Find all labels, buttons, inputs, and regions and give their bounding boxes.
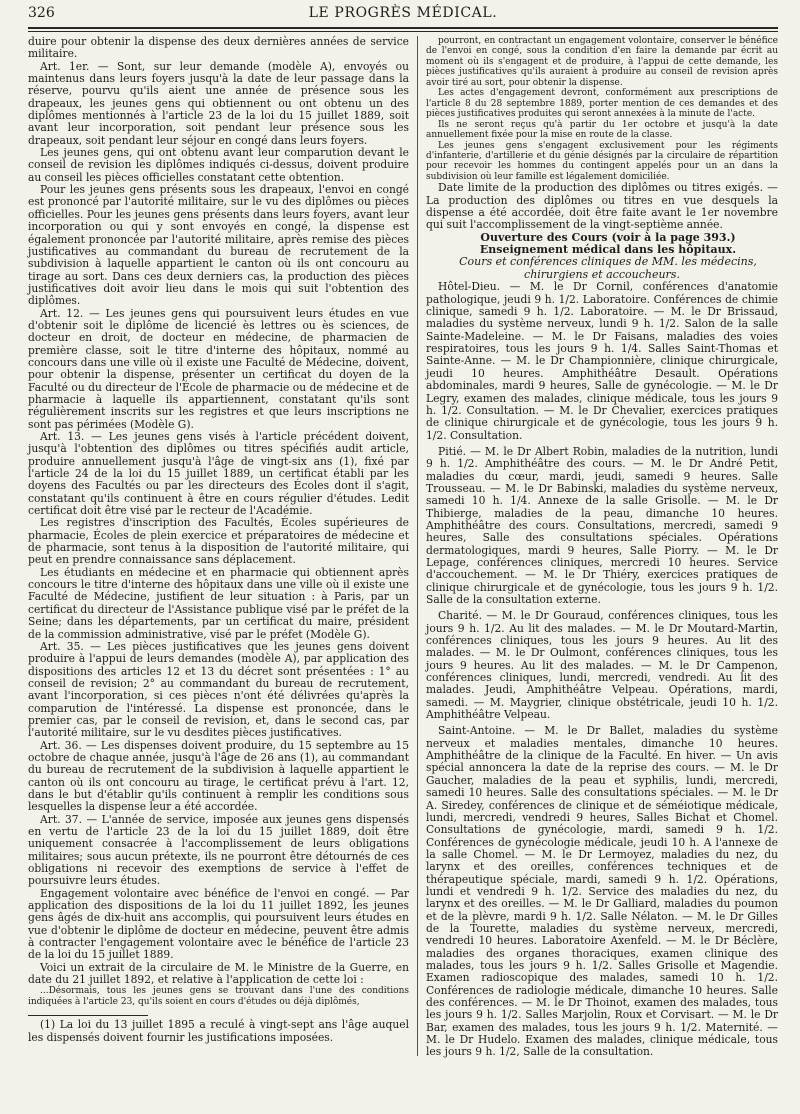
header-rule-thin <box>28 31 778 32</box>
running-title: LE PROGRÈS MÉDICAL. <box>308 5 498 21</box>
section-heading-ouverture: Ouverture des Cours (voir à la page 393.) <box>480 230 736 244</box>
footnote: (1) La loi du 13 juillet 1895 a reculé à vingt-sept ans l'âge auquel les dispensés doivent fournir les justifications imposées. <box>28 1018 409 1044</box>
paragraph: Art. 12. — Les jeunes gens qui poursuivent leurs études en vue d'obtenir soit le diplôme de licencié ès lettres ou ès sciences, de docteur en droit, de docteur en médecine, de pharmacien de première classe, soit le titre d'interne des hôpitaux, nommé au concours dans une ville où il existe une Faculté de Médecine, doivent, pour obtenir la dispense, présenter un certificat du doyen de la Faculté ou du directeur de l'École de pharmacie ou de médecine et de pharmacie à laquelle ils appartiennent, constatant qu'ils sont régulièrement inscrits sur les registres et que leurs inscriptions ne sont pas périmées (Modèle G). <box>28 306 409 431</box>
right-column <box>426 36 778 1110</box>
paragraph-engagement: Engagement volontaire avec bénéfice de l'envoi en congé. — Par application des dispositions de la loi du 11 juillet 1892, les jeunes gens âgés de dix-huit ans accomplis, qui poursuivent leurs études en vue d'obtenir le diplôme de docteur en médecine, peuvent être admis à contracter l'engagement volontaire avec le bénéfice de l'article 23 de la loi du 15 juillet 1889. <box>28 886 409 962</box>
paragraph-date-limite: Date limite de la production des diplômes ou titres exigés. — La production des diplômes ou titres en vue desquels la dispense a été accordée, doit être faite avant le 1er novembre qui suit l'accomplissement de la vingt-septième année. <box>426 181 778 232</box>
paragraph: Art. 13. — Les jeunes gens visés à l'article précédent doivent, jusqu'à l'obtention des diplômes ou titres spécifiés audit article, produire annuellement jusqu'à l'âge de vingt-six ans (1), fixé par l'article 24 de la loi du 15 juillet 1889, un certificat établi par les doyens des Facultés ou par les directeurs des Écoles dont il s'agit, constatant qu'ils continuent à être en cours régulier d'études. Ledit certificat doit être visé par le recteur de l'Académie. <box>28 430 409 518</box>
paragraph: Art. 1er. — Sont, sur leur demande (modèle A), envoyés ou maintenus dans leurs foyers jusqu'à la date de leur passage dans la réserve, pourvu qu'ils aient une année de présence sous les drapeaux, les jeunes gens qui obtiennent ou ont obtenu un des diplômes mentionnés à l'article 23 de la loi du 15 juillet 1889, soit avant leur incorporation, soit pendant leur présence sous les drapeaux, soit pendant leur séjour en congé dans leurs foyers. <box>28 59 409 147</box>
paragraph: Art. 35. — Les pièces justificatives que les jeunes gens doivent produire à l'appui de leurs demandes (modèle A), par application des dispositions des articles 12 et 13 du décret sont présentées : 1° au conseil de revision; 2° au commandant du bureau de recrutement, avant l'incorporation, si ces pièces n'ont été délivrées qu'après la comparution de l'intéressé. La dispense est prononcée, dans le premier cas, par le conseil de revision, et, dans le second cas, par l'autorité militaire, sur le vu desdites pièces justificatives. <box>28 639 409 740</box>
left-column <box>28 36 409 1110</box>
paragraph: Voici un extrait de la circulaire de M. le Ministre de la Guerre, en date du 21 juillet 1892, et relative à l'application de cette loi : <box>28 960 409 987</box>
column-divider <box>417 36 418 1056</box>
hospital-hotel-dieu: Hôtel-Dieu. — M. le Dr Cornil, conférences d'anatomie pathologique, jeudi 9 h. 1/2. Laboratoire. Conférences de chimie clinique, samedi 9 h. 1/2. Laboratoire. — M. le Dr Brissaud, maladies du système nerveux, lundi 9 h. 1/2. Salon de la salle Sainte-Madeleine. — M. le Dr Faisans, maladies des voies respiratoires, tous les jours 9 h. 1/4. Salles Saint-Thomas et Sainte-Anne. — M. le Dr Championnière, clinique chirurgicale, jeudi 10 heures. Amphithéâtre Desault. Opérations abdominales, mardi 9 heures, Salle de gynécologie. — M. le Dr Legry, examen des malades, clinique médicale, tous les jours 9 h. 1/2. Consultation. — M. le Dr Chevalier, exercices pratiques de clinique chirurgicale et de gynécologie, tous les jours 9 h. 1/2. Consultation. <box>426 280 778 442</box>
paragraph: duire pour obtenir la dispense des deux dernières années de service militaire. <box>28 35 409 61</box>
paragraph: Art. 36. — Les dispenses doivent produire, du 15 septembre au 15 octobre de chaque année, jusqu'à l'âge de 26 ans (1), au commandant du bureau de recrutement de la subdivision à laquelle appartient le canton où ils ont concouru au tirage, le certificat prévu à l'art. 12, dans le but d'établir qu'ils continuent à remplir les conditions sous lesquelles la dispense leur a été accordée. <box>28 738 409 814</box>
circular-paragraph: Les jeunes gens s'engagent exclusivement pour les régiments d'infanterie, d'artillerie et du génie désignés par la circulaire de répartition pour recevoir les hommes du contingent appelés pour un an dans la subdivision où leur famille est légalement domiciliée. <box>426 140 778 182</box>
hospital-charite: Charité. — M. le Dr Gouraud, conférences cliniques, tous les jours 9 h. 1/2. Au lit des malades. — M. le Dr Moutard-Martin, conférences cliniques, tous les jours 9 heures. Au lit des malades. — M. le Dr Oulmont, conférences cliniques, tous les jours 9 heures. Au lit des malades. — M. le Dr Campenon, conférences cliniques, lundi, mercredi, vendredi. Au lit des malades. Jeudi, Amphithéâtre Velpeau. Opérations, mardi, samedi. — M. Maygrier, clinique obstétricale, jeudi 10 h. 1/2. Amphithéâtre Velpeau. <box>426 609 778 722</box>
paragraph: Les étudiants en médecine et en pharmacie qui obtiennent après concours le titre d'interne des hôpitaux dans une ville où il existe une Faculté de Médecine, justifient de leur situation : à Paris, par un certificat du directeur de l'Assistance publique visé par le préfet de la Seine; dans les départements, par un certificat du maire, président de la commission administrative, visé par le préfet (Modèle G). <box>28 565 409 641</box>
page-number: 326 <box>28 5 55 21</box>
hospital-pitie: Pitié. — M. le Dr Albert Robin, maladies de la nutrition, lundi 9 h. 1/2. Amphithéâtre des cours. — M. le Dr André Petit, maladies du cœur, mardi, jeudi, samedi 9 heures. Salle Trousseau. — M. le Dr Babinski, maladies du système nerveux, samedi 10 h. 1/4. Annexe de la salle Grisolle. — M. le Dr Thibierge, maladies de la peau, dimanche 10 heures. Amphithéâtre des cours. Consultations, mercredi, samedi 9 heures, Salle des consultations spéciales. Opérations dermatologiques, mardi 9 heures, Salle Piorry. — M. le Dr Lepage, conférences cliniques, mercredi 10 heures. Service d'accouchement. — M. le Dr Thiéry, exercices pratiques de clinique chirurgicale et de gynécologie, tous les jours 9 h. 1/2. Salle de la consultation externe. <box>426 444 778 606</box>
section-heading-enseignement: Enseignement médical dans les hôpitaux. <box>479 243 737 257</box>
circular-paragraph: Ils ne seront reçus qu'à partir du 1er octobre et jusqu'à la date annuellement fixée pour la mise en route de la classe. <box>426 119 778 141</box>
paragraph: Les jeunes gens, qui ont obtenu avant leur comparution devant le conseil de revision les diplômes indiqués ci-dessus, doivent produire au conseil les pièces officielles constatant cette obtention. <box>28 146 409 184</box>
circular-continued: pourront, en contractant un engagement volontaire, conserver le bénéfice de l'envoi en congé, sous la condition d'en faire la demande par écrit au moment où ils s'engagent et de produire, à l'appui de cette demande, les pièces justificatives qu'ils auraient à produire au conseil de revision après avoir tiré au sort, pour obtenir la dispense. <box>426 36 778 88</box>
hospital-saint-antoine: Saint-Antoine. — M. le Dr Ballet, maladies du système nerveux et maladies mentales, dimanche 10 heures. Amphithéâtre de la clinique de la Faculté. En hiver. — Un avis spécial annoncera la date de la reprise des cours. — M. le Dr Gaucher, maladies de la peau et syphilis, lundi, mercredi, samedi 10 heures. Salle des consultations spéciales. — M. le Dr A. Siredey, conférences de clinique et de séméiotique médicale, lundi, mercredi, vendredi 9 heures, Salles Bichat et Chomel. Consultations de gynécologie, mardi, samedi 9 h. 1/2. Conférences de gynécologie médicale, jeudi 10 h. A l'annexe de la salle Chomel. — M. le Dr Lermoyez, maladies du nez, du larynx et des oreilles, conférences techniques et de thérapeutique spéciale, mardi, samedi 9 h. 1/2. Opérations, lundi et vendredi 9 h. 1/2. Service des maladies du nez, du larynx et des oreilles. — M. le Dr Galliard, maladies du poumon et de la plèvre, mardi 9 h. 1/2. Salle Nélaton. — M. le Dr Gilles de la Tourette, maladies du système nerveux, mercredi, vendredi 10 heures. Laboratoire Axenfeld. — M. le Dr Béclère, maladies des organes thoraciques, examen clinique des malades, tous les jours 9 h. 1/2. Salles Grisolle et Magendie. Examen radioscopique des malades, samedi 10 h. 1/2. Conférences de radiologie médicale, dimanche 10 heures. Salle des conférences. — M. le Dr Thoinot, examen des malades, tous les jours 9 h. 1/2. Salles Marjolin, Roux et Corvisart. — M. le Dr Bar, examen des malades, tous les jours 9 h. 1/2. Maternité. — M. le Dr Hudelo. Examen des malades, clinique médicale, tous les jours 9 h. 1/2, Salle de la consultation. <box>426 724 778 1059</box>
footnote-rule <box>28 1015 148 1016</box>
paragraph: Art. 37. — L'année de service, imposée aux jeunes gens dispensés en vertu de l'article 23 de la loi du 15 juillet 1889, doit être uniquement consacrée à l'accomplissement de leurs obligations militaires; sous aucun prétexte, ils ne pourront être détournés de ces obligations ni recevoir des exemptions de service à l'effet de poursuivre leurs études. <box>28 812 409 888</box>
paragraph: Les registres d'inscription des Facultés, Écoles supérieures de pharmacie, Écoles de plein exercice et préparatoires de médecine et de pharmacie, sont tenus à la disposition de l'autorité militaire, qui peut en prendre connaissance sans déplacement. <box>28 516 409 567</box>
paragraph: Pour les jeunes gens présents sous les drapeaux, l'envoi en congé est prononcé par l'autorité militaire, sur le vu des diplômes ou pièces officielles. Pour les jeunes gens présents dans leurs foyers, avant leur incorporation ou qui y sont envoyés en congé, la dispense est également prononcée par l'autorité militaire, après remise des pièces justificatives au commandant du bureau de recrutement de la subdivision à laquelle appartient le canton où ils ont concouru au tirage au sort. Dans ces deux derniers cas, la production des pièces justificatives doit avoir lieu dans le mois qui suit l'obtention des diplômes. <box>28 183 409 308</box>
circular-paragraph: Les actes d'engagement devront, conformément aux prescriptions de l'article 8 du 28 septembre 1889, porter mention de ces demandes et des pièces justificatives produites qui seront annexées à la minute de l'acte. <box>426 88 778 120</box>
section-subheading: Cours et conférences cliniques de MM. les médecins, chirurgiens et accoucheurs. <box>459 255 757 281</box>
circular-extract: ...Désormais, tous les jeunes gens se trouvant dans l'une des conditions indiquées à l'article 23, qu'ils soient en cours d'études ou déjà diplômés, <box>28 986 409 1007</box>
header-rule-thick <box>28 27 778 29</box>
page-header <box>28 5 778 25</box>
